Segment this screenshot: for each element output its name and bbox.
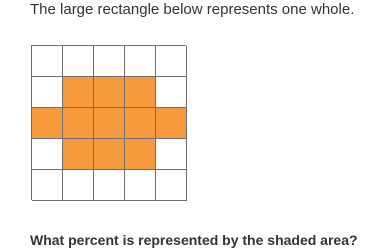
grid-cell-empty [32,46,63,77]
grid-cell-shaded [32,108,63,139]
grid-cell-empty [32,170,63,201]
grid-cell-empty [125,170,156,201]
grid-cell-empty [63,46,94,77]
grid-cell-empty [94,46,125,77]
grid-cell-empty [94,170,125,201]
grid-cell-empty [63,170,94,201]
question-text: What percent is represented by the shaded area? [30,232,358,248]
grid-cell-shaded [63,139,94,170]
grid-cell-shaded [63,108,94,139]
grid-cell-empty [125,46,156,77]
grid-cell-empty [32,139,63,170]
grid-cell-shaded [94,108,125,139]
grid-cell-shaded [156,108,187,139]
grid-cell-shaded [94,77,125,108]
grid-cell-empty [32,77,63,108]
grid-cell-empty [156,139,187,170]
grid-cell-shaded [94,139,125,170]
intro-text: The large rectangle below represents one whole. [30,1,355,18]
grid-cell-empty [156,77,187,108]
hundred-grid [31,45,186,200]
grid-cell-empty [156,46,187,77]
grid-cell-empty [156,170,187,201]
grid-cell-shaded [63,77,94,108]
grid-cell-shaded [125,139,156,170]
grid-cell-shaded [125,77,156,108]
grid-cell-shaded [125,108,156,139]
